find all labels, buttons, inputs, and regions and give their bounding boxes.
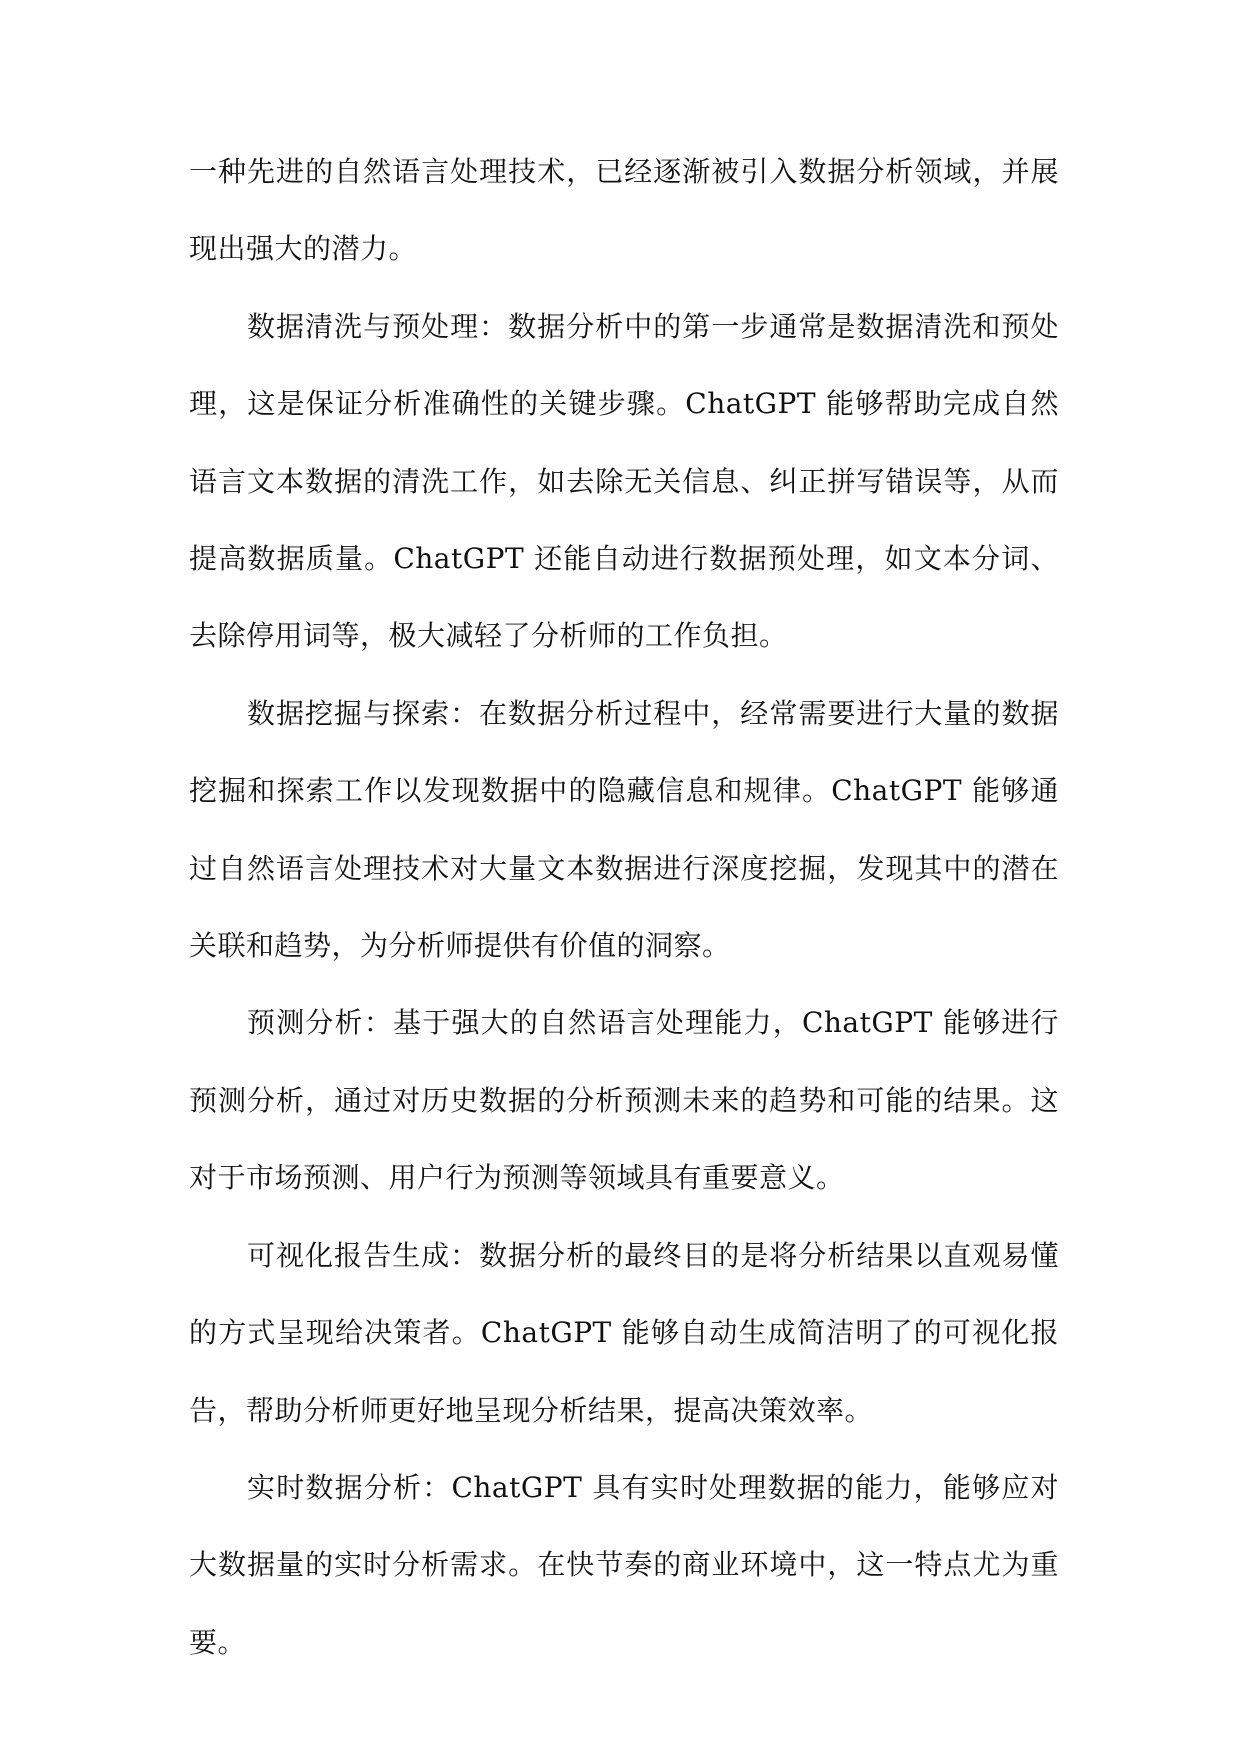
paragraph-realtime-analysis: 实时数据分析：ChatGPT 具有实时处理数据的能力，能够应对大数据量的实时分析需求。在快节奏的商业环境中，这一特点尤为重要。 [189,1470,1059,1659]
paragraph-visual-report: 可视化报告生成：数据分析的最终目的是将分析结果以直观易懂的方式呈现给决策者。ChatGPT 能够自动生成简洁明了的可视化报告，帮助分析师更好地呈现分析结果，提高决策效率。 [189,1238,1059,1427]
paragraph-predictive-analysis: 预测分析：基于强大的自然语言处理能力，ChatGPT 能够进行预测分析，通过对历史数据的分析预测未来的趋势和可能的结果。这对于市场预测、用户行为预测等领域具有重要意义。 [189,1006,1059,1195]
paragraph-intro-continuation: 一种先进的自然语言处理技术，已经逐渐被引入数据分析领域，并展现出强大的潜力。 [189,155,1059,266]
body-text [189,133,1059,1681]
paragraph-data-mining: 数据挖掘与探索：在数据分析过程中，经常需要进行大量的数据挖掘和探索工作以发现数据中的隐藏信息和规律。ChatGPT 能够通过自然语言处理技术对大量文本数据进行深度挖掘，发现其中的潜在关联和趋势，为分析师提供有价值的洞察。 [189,696,1059,963]
paragraph-data-cleaning: 数据清洗与预处理：数据分析中的第一步通常是数据清洗和预处理，这是保证分析准确性的关键步骤。ChatGPT 能够帮助完成自然语言文本数据的清洗工作，如去除无关信息、纠正拼写错误等，从而提高数据质量。ChatGPT 还能自动进行数据预处理，如文本分词、去除停用词等，极大减轻了分析师的工作负担。 [189,309,1059,653]
